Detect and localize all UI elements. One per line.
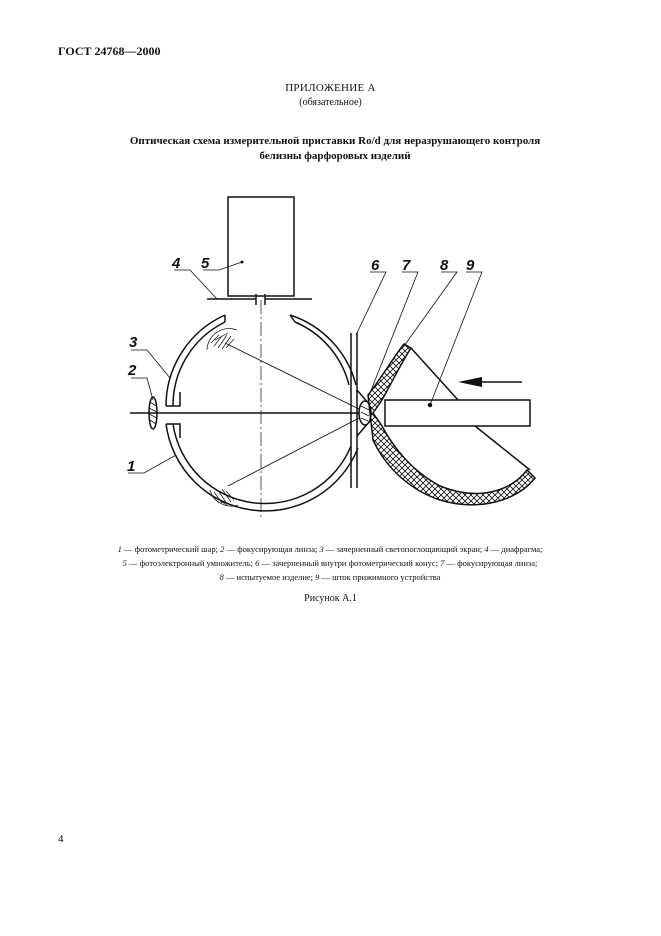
legend-num: 2 — [220, 544, 225, 554]
label-8: 8 — [440, 257, 449, 274]
legend-num: 8 — [219, 572, 224, 582]
legend-text: — диафрагма; — [488, 544, 543, 554]
label-3: 3 — [129, 334, 138, 351]
photomultiplier — [228, 197, 294, 296]
figure-labels — [127, 255, 475, 475]
label-4: 4 — [172, 255, 181, 272]
legend-text: — фокусирующая линза; — [444, 558, 538, 568]
label-6: 6 — [371, 257, 380, 274]
legend-num: 4 — [484, 544, 489, 554]
force-arrow — [458, 377, 522, 387]
legend-num: 1 — [117, 544, 122, 554]
legend-text: — испытуемое изделие; — [223, 572, 316, 582]
figure-title-line2: белизны фарфоровых изделий — [259, 150, 411, 162]
figure-legend — [60, 542, 600, 584]
legend-text: — фокусирующая линза; — [224, 544, 320, 554]
legend-num: 6 — [255, 558, 260, 568]
label-7: 7 — [402, 257, 411, 274]
appendix-subtitle: (обязательное) — [299, 97, 362, 108]
legend-num: 3 — [319, 544, 324, 554]
appendix-title: ПРИЛОЖЕНИЕ А — [285, 82, 376, 94]
legend-text: — фотоэлектронный умножитель; — [126, 558, 256, 568]
legend-num: 5 — [122, 558, 127, 568]
legend-line-1 — [60, 542, 600, 556]
figure-caption: Рисунок А.1 — [304, 593, 357, 604]
figure-title — [95, 134, 575, 164]
page-number: 4 — [58, 833, 64, 845]
legend-text: — зачерненный внутри фотометрический конус; — [259, 558, 441, 568]
legend-text: — фотометрический шар; — [121, 544, 221, 554]
sphere-coatings — [207, 328, 238, 506]
light-rays — [225, 343, 363, 486]
label-2: 2 — [128, 362, 137, 379]
legend-line-3 — [60, 570, 600, 584]
legend-line-2 — [60, 556, 600, 570]
legend-num: 7 — [440, 558, 445, 568]
label-1: 1 — [127, 458, 136, 475]
optical-scheme-figure — [0, 180, 661, 540]
clamping-rod — [385, 348, 530, 470]
label-9: 9 — [466, 257, 475, 274]
label-5: 5 — [201, 255, 210, 272]
legend-text: — зачерненный светопоглощающий экран; — [323, 544, 485, 554]
legend-num: 9 — [315, 572, 320, 582]
legend-text: — шток прижимного устройства — [319, 572, 441, 582]
figure-title-line1: Оптическая схема измерительной приставки Ro/d для неразрушающего контроля — [129, 135, 541, 147]
document-header: ГОСТ 24768—2000 — [58, 44, 161, 58]
